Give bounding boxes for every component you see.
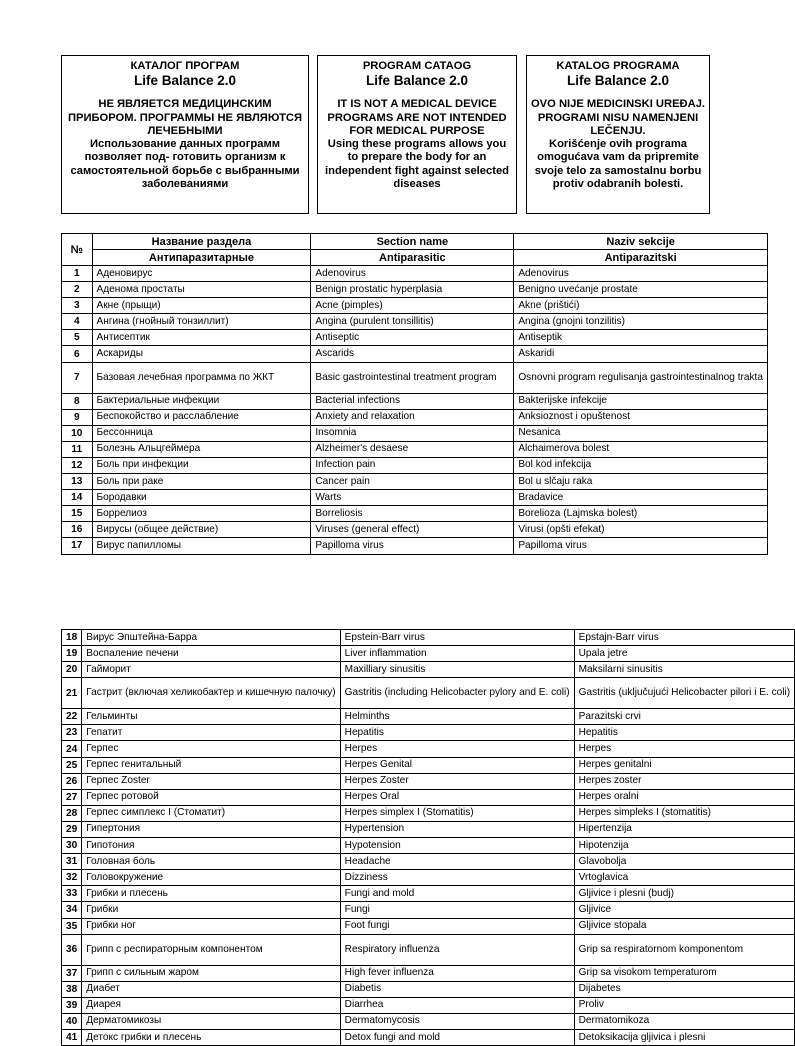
table-row [62,854,795,870]
row-number: 40 [62,1013,82,1029]
table-row [62,821,795,837]
program-name-sr: Hipotenzija [574,838,794,854]
program-name-sr: Antiseptik [514,330,768,346]
program-name-ru: Гипотония [82,838,340,854]
program-name-sr: Herpes [574,741,794,757]
program-name-sr: Upala jetre [574,646,794,662]
table-row [62,902,795,918]
program-name-en: Dizziness [340,870,574,886]
header-box-sr [526,55,710,214]
program-name-en: Diabetis [340,981,574,997]
column-header-ru: Название раздела [92,234,311,250]
header-box-ru [61,55,309,214]
version-sr: Life Balance 2.0 [566,73,670,89]
program-name-sr: Virusi (opšti efekat) [514,522,768,538]
disclaimer-ru: НЕ ЯВЛЯЕТСЯ МЕДИЦИНСКИМ ПРИБОРОМ. ПРОГРАММЫ НЕ ЯВЛЯЮТСЯ ЛЕЧЕБНЫМИ [67,98,303,137]
row-number: 19 [62,646,82,662]
program-name-en: Angina (purulent tonsillitis) [311,314,514,330]
disclaimer-en: IT IS NOT A MEDICAL DEVICE PROGRAMS ARE NOT INTENDED FOR MEDICAL PURPOSE [327,98,507,137]
catalog-title-en: PROGRAM CATAOG [362,60,472,72]
program-name-en: Viruses (general effect) [311,522,514,538]
program-name-en: Herpes [340,741,574,757]
program-name-ru: Головная боль [82,854,340,870]
program-name-ru: Акне (прыщи) [92,298,311,314]
program-name-ru: Герпес симплекс I (Стоматит) [82,805,340,821]
program-name-en: Bacterial infections [311,393,514,409]
table-row [62,741,795,757]
row-number: 29 [62,821,82,837]
table-row [62,393,768,409]
program-name-ru: Грипп с сильным жаром [82,965,340,981]
row-number: 1 [62,266,93,282]
program-name-sr: Parazitski crvi [574,709,794,725]
row-number: 31 [62,854,82,870]
row-number: 10 [62,425,93,441]
program-name-sr: Bradavice [514,490,768,506]
program-name-en: Anxiety and relaxation [311,409,514,425]
table-row [62,409,768,425]
program-name-sr: Alchaimerova bolest [514,441,768,457]
program-name-sr: Angina (gnojni tonzilitis) [514,314,768,330]
program-name-ru: Детокс грибки и плесень [82,1029,340,1045]
program-name-en: Warts [311,490,514,506]
program-name-en: Fungi and mold [340,886,574,902]
program-name-en: Antiseptic [311,330,514,346]
program-name-sr: Akne (prištići) [514,298,768,314]
program-name-ru: Бессонница [92,425,311,441]
program-name-ru: Гельминты [82,709,340,725]
program-name-ru: Аскариды [92,346,311,362]
table-row [62,934,795,965]
program-name-sr: Nesanica [514,425,768,441]
program-name-ru: Гайморит [82,662,340,678]
program-name-en: Fungi [340,902,574,918]
program-name-ru: Вирусы (общее действие) [92,522,311,538]
program-name-sr: Bol kod infekcija [514,457,768,473]
program-name-en: Acne (pimples) [311,298,514,314]
row-number: 34 [62,902,82,918]
program-name-en: Gastritis (including Helicobacter pylory and E. coli) [340,678,574,709]
program-name-sr: Hepatitis [574,725,794,741]
program-name-en: Maxilliary sinusitis [340,662,574,678]
row-number: 39 [62,997,82,1013]
usage-sr: Korišćenje ovih programa omogućava vam da pripremite svoje telo za samostalnu borbu protiv odabranih bolesti. [534,138,702,191]
program-name-sr: Herpes zoster [574,773,794,789]
row-number: 5 [62,330,93,346]
program-name-en: Adenovirus [311,266,514,282]
program-name-en: Diarrhea [340,997,574,1013]
table-row [62,490,768,506]
table-row [62,314,768,330]
program-name-en: Infection pain [311,457,514,473]
table-row [62,522,768,538]
table-row [62,1029,795,1045]
table-row [62,425,768,441]
program-name-sr: Hipertenzija [574,821,794,837]
program-name-ru: Боль при раке [92,474,311,490]
row-number: 36 [62,934,82,965]
program-name-ru: Воспаление печени [82,646,340,662]
disclaimer-sr: OVO NIJE MEDICINSKI UREĐAJ. PROGRAMI NISU NAMENJENI LEČENJU. [530,98,706,137]
row-number: 8 [62,393,93,409]
program-name-sr: Anksioznost i opuštenost [514,409,768,425]
program-name-ru: Герпес генитальный [82,757,340,773]
program-name-sr: Grip sa visokom temperaturom [574,965,794,981]
program-name-ru: Аденовирус [92,266,311,282]
program-name-ru: Грипп с респираторным компонентом [82,934,340,965]
program-name-sr: Herpes simpleks I (stomatitis) [574,805,794,821]
program-name-sr: Grip sa respiratornom komponentom [574,934,794,965]
program-name-en: Detox fungi and mold [340,1029,574,1045]
program-name-ru: Грибки и плесень [82,886,340,902]
section-title-sr: Antiparazitski [514,250,768,266]
program-name-en: Helminths [340,709,574,725]
table-row [62,886,795,902]
table-row [62,298,768,314]
program-name-sr: Herpes genitalni [574,757,794,773]
program-name-sr: Bakterijske infekcije [514,393,768,409]
program-name-en: Insomnia [311,425,514,441]
program-name-ru: Герпес Zoster [82,773,340,789]
catalog-title-sr: KATALOG PROGRAMA [556,60,680,72]
program-name-en: Basic gastrointestinal treatment program [311,362,514,393]
program-name-sr: Gljivice stopala [574,918,794,934]
program-name-ru: Герпес ротовой [82,789,340,805]
program-name-sr: Epstajn-Barr virus [574,630,794,646]
program-name-en: Herpes Oral [340,789,574,805]
program-name-en: Herpes Genital [340,757,574,773]
program-name-en: Ascarids [311,346,514,362]
program-name-ru: Базовая лечебная программа по ЖКТ [92,362,311,393]
program-name-en: Foot fungi [340,918,574,934]
program-name-ru: Бородавки [92,490,311,506]
program-name-ru: Боль при инфекции [92,457,311,473]
table-body-part-2 [62,630,795,1046]
program-name-ru: Бактериальные инфекции [92,393,311,409]
row-number: 3 [62,298,93,314]
table-row [62,678,795,709]
row-number: 27 [62,789,82,805]
program-name-ru: Герпес [82,741,340,757]
table-row [62,662,795,678]
row-number: 12 [62,457,93,473]
row-number: 35 [62,918,82,934]
version-ru: Life Balance 2.0 [133,73,237,89]
row-number: 22 [62,709,82,725]
program-name-ru: Грибки ног [82,918,340,934]
row-number: 30 [62,838,82,854]
row-number: 37 [62,965,82,981]
table-row [62,362,768,393]
row-number: 13 [62,474,93,490]
program-name-en: Headache [340,854,574,870]
table-row [62,997,795,1013]
row-number: 24 [62,741,82,757]
program-name-ru: Боррелиоз [92,506,311,522]
program-name-sr: Vrtoglavica [574,870,794,886]
table-row [62,538,768,554]
usage-en: Using these programs allows you to prepare the body for an independent fight against selected diseases [325,138,509,191]
row-number: 33 [62,886,82,902]
row-number: 21 [62,678,82,709]
program-name-ru: Вирус папилломы [92,538,311,554]
program-name-ru: Диарея [82,997,340,1013]
program-name-en: Papilloma virus [311,538,514,554]
program-name-en: Hypotension [340,838,574,854]
version-en: Life Balance 2.0 [365,73,469,89]
program-name-en: Borreliosis [311,506,514,522]
table-row [62,965,795,981]
row-number: 20 [62,662,82,678]
usage-ru: Использование данных программ позволяет под- готовить организм к самостоятельной борьбе с выбранными заболеваниями [70,138,300,191]
program-name-sr: Osnovni program regulisanja gastrointestinalnog trakta [514,362,768,393]
row-number: 11 [62,441,93,457]
section-title-en: Antiparasitic [311,250,514,266]
column-header-en: Section name [311,234,514,250]
row-number: 17 [62,538,93,554]
table-row [62,330,768,346]
row-number: 6 [62,346,93,362]
program-name-en: Hepatitis [340,725,574,741]
program-name-sr: Benigno uvećanje prostate [514,282,768,298]
table-row [62,646,795,662]
table-body-part-1 [62,266,768,555]
program-name-ru: Дерматомикозы [82,1013,340,1029]
program-name-en: Alzheimer's desaese [311,441,514,457]
program-name-sr: Proliv [574,997,794,1013]
program-name-sr: Dermatomikoza [574,1013,794,1029]
header-box-en [317,55,517,214]
table-row [62,981,795,997]
table-row [62,725,795,741]
program-name-en: Benign prostatic hyperplasia [311,282,514,298]
program-name-sr: Maksilarni sinusitis [574,662,794,678]
program-name-sr: Gljivice [574,902,794,918]
program-name-en: Hypertension [340,821,574,837]
program-name-sr: Bol u slčaju raka [514,474,768,490]
table-row [62,805,795,821]
row-number: 7 [62,362,93,393]
row-number: 14 [62,490,93,506]
program-table-part-2 [61,629,795,1046]
program-name-ru: Гепатит [82,725,340,741]
program-name-sr: Detoksikacija gljivica i plesni [574,1029,794,1045]
program-name-sr: Dijabetes [574,981,794,997]
program-name-sr: Gastritis (uključujući Helicobacter pilori i E. coli) [574,678,794,709]
row-number: 16 [62,522,93,538]
table-row [62,709,795,725]
row-number: 2 [62,282,93,298]
program-name-ru: Аденома простаты [92,282,311,298]
catalog-title-ru: КАТАЛОГ ПРОГРАМ [130,60,240,72]
program-name-sr: Askaridi [514,346,768,362]
program-name-en: Herpes Zoster [340,773,574,789]
table-row [62,773,795,789]
table-row [62,789,795,805]
program-name-ru: Ангина (гнойный тонзиллит) [92,314,311,330]
program-name-ru: Головокружение [82,870,340,886]
row-number: 15 [62,506,93,522]
number-column-header: № [62,234,93,266]
program-name-sr: Herpes oralni [574,789,794,805]
row-number: 41 [62,1029,82,1045]
program-name-ru: Вирус Эпштейна-Барра [82,630,340,646]
table-row [62,506,768,522]
program-name-sr: Borelioza (Lajmska bolest) [514,506,768,522]
row-number: 28 [62,805,82,821]
program-name-en: Cancer pain [311,474,514,490]
column-header-sr: Naziv sekcije [514,234,768,250]
table-row [62,757,795,773]
table-row [62,630,795,646]
table-row [62,1013,795,1029]
program-name-sr: Gljivice i plesni (budj) [574,886,794,902]
program-name-en: Dermatomycosis [340,1013,574,1029]
program-name-ru: Гастрит (включая хеликобактер и кишечную палочку) [82,678,340,709]
program-name-en: Epstein-Barr virus [340,630,574,646]
program-name-en: Herpes simplex I (Stomatitis) [340,805,574,821]
table-row [62,838,795,854]
table-row [62,918,795,934]
program-name-ru: Грибки [82,902,340,918]
table-row [62,474,768,490]
row-number: 9 [62,409,93,425]
table-row [62,457,768,473]
row-number: 32 [62,870,82,886]
program-name-ru: Антисептик [92,330,311,346]
table-row [62,282,768,298]
table-row [62,266,768,282]
row-number: 25 [62,757,82,773]
program-name-ru: Беспокойство и расслабление [92,409,311,425]
program-name-ru: Гипертония [82,821,340,837]
row-number: 38 [62,981,82,997]
program-name-ru: Болезнь Альцгеймера [92,441,311,457]
program-name-sr: Adenovirus [514,266,768,282]
program-name-en: Liver inflammation [340,646,574,662]
program-table-part-1 [61,233,768,555]
program-name-en: Respiratory influenza [340,934,574,965]
row-number: 23 [62,725,82,741]
section-title-ru: Антипаразитарные [92,250,311,266]
row-number: 26 [62,773,82,789]
program-name-ru: Диабет [82,981,340,997]
program-name-en: High fever influenza [340,965,574,981]
program-name-sr: Glavobolja [574,854,794,870]
program-name-sr: Papilloma virus [514,538,768,554]
row-number: 18 [62,630,82,646]
table-row [62,346,768,362]
table-row [62,441,768,457]
row-number: 4 [62,314,93,330]
table-row [62,870,795,886]
